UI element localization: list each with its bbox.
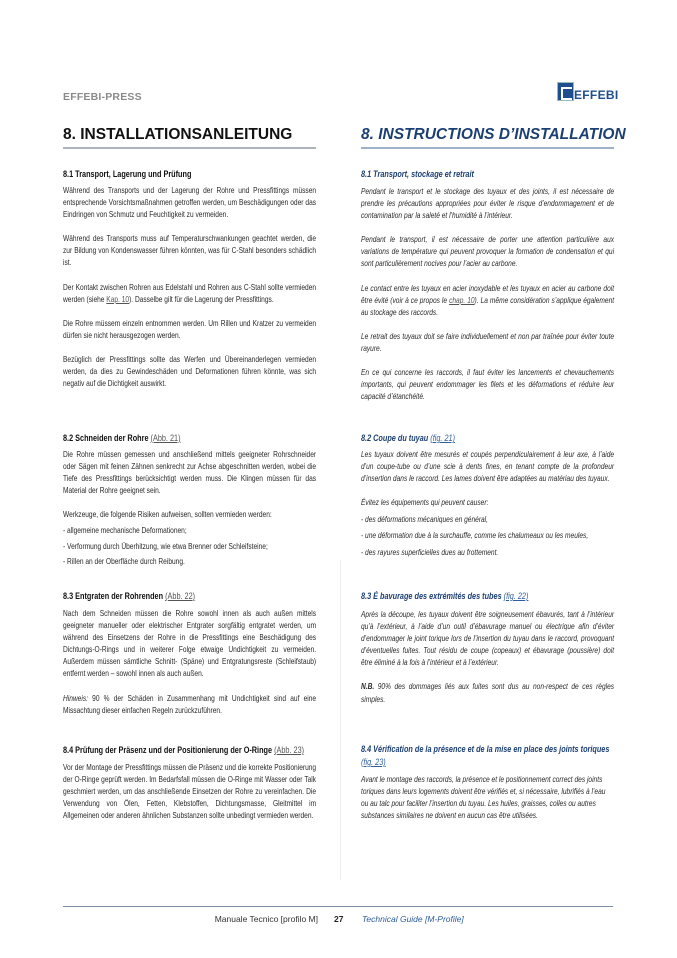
paragraph: En ce qui concerne les raccords, il faut éviter les lancements et chevauchements importants, qui peuvent endommager les filets et les déformations et réduire leur capacité d’étanchéité.: [361, 367, 615, 402]
page-title-de: 8. INSTALLATIONSANLEITUNG: [63, 126, 316, 149]
figure-link[interactable]: (Abb. 23): [274, 745, 305, 756]
section-8-3-de: [63, 590, 316, 716]
heading-text: 8.4 Prüfung der Präsenz und der Positionierung der O-Ringe: [63, 745, 275, 756]
section-8-2-de: [63, 432, 316, 567]
list-item: - une déformation due à la surchauffe, comme les chalumeaux ou les meules,: [361, 530, 589, 541]
paragraph: Le retrait des tuyaux doit se faire individuellement et non par traînée pour éviter toute rayure.: [361, 330, 615, 353]
section-8-3-fr: [361, 590, 614, 705]
section-heading: [63, 744, 316, 757]
section-heading: [361, 590, 614, 603]
paragraph: Die Rohre müssen gemessen und anschließend mittels geeigneter Rohrschneider oder Sägen mit feinen Zähnen senkrecht zur Achse abgeschnitten werden, wobei die Tiefe des Pressfittings berücksichtigt werden muss. Die Klingen müssen für das Material der Rohre geeignet sein.: [63, 449, 317, 496]
section-8-4-de: [63, 744, 316, 821]
text: Le contact entre les tuyaux en acier inoxydable et les tuyaux en acier au carbone doit être évité (voir à ce propos le: [361, 282, 615, 305]
paragraph: Nach dem Schneiden müssen die Rohre sowohl innen als auch außen mittels geeigneter manueller oder elektrischer Entgrater sorgfältig entgratet werden, um während des Einsetzens der Rohre in die Pressfittings eine Beschädigung des Dichtungs-O-Rings und in weiterer Folge etwaige Undichtigkeit zu vermeiden. Außerdem müssen sämtliche Schnitt- (Späne) und Entgratungsreste (Schleifstaub) entfernt werden – sowohl innen als auch außen.: [63, 608, 317, 679]
list-item: - des déformations mécaniques en général,: [361, 514, 488, 525]
column-divider: [340, 560, 341, 880]
footer-right: Technical Guide [M-Profile]: [362, 914, 464, 924]
paragraph: Bezüglich der Pressfittings sollte das Werfen und Übereinanderlegen vermieden werden, da dies zu Gewindeschäden und Deformationen führen könnte, was sich negativ auf die Dichtigkeit auswirkt.: [63, 353, 317, 389]
heading-text: 8.3 Entgraten der Rohrenden: [63, 591, 166, 602]
note-paragraph: [63, 692, 316, 716]
paragraph: Während des Transports und der Lagerung der Rohre und Pressfittings müssen entsprechende Vorsichtsmaßnahmen getroffen werden, um Beschädigungen oder das Eindringen von Schmutz und Feuchtigkeit zu vermeiden.: [63, 185, 317, 220]
section-8-2-fr: [361, 432, 614, 558]
text: 90% des dommages liés aux fuites sont dus au non-respect de ces règles simples.: [361, 681, 615, 704]
section-8-1-de: [63, 168, 316, 389]
heading-text: 8.3 É bavurage des extrémités des tubes: [361, 591, 504, 602]
brand-header: EFFEBI-PRESS: [63, 91, 142, 103]
heading-text: 8.2 Schneiden der Rohre: [63, 433, 151, 444]
list-item: - allgemeine mechanische Deformationen;: [63, 525, 187, 536]
page-title-fr: 8. INSTRUCTIONS D’INSTALLATION: [361, 126, 614, 149]
paragraph: Pendant le transport et le stockage des tuyaux et des joints, il est nécessaire de prendre les précautions appropriées pour éviter le risque d’endommagement et de contamination par la saleté et l’humidité à l’intérieur.: [361, 186, 615, 221]
paragraph: [63, 281, 316, 305]
section-heading: [63, 590, 316, 603]
paragraph: Avant le montage des raccords, la présence et le positionnement correct des joints toriques dans leurs logements doivent être vérifiés et, si nécessaire, lubrifiés à l’eau ou au talc pour faciliter l’insertion du tuyau. Les huiles, graisses, colles ou autres substances similaires ne doivent en aucun cas être utilisées.: [361, 774, 606, 821]
chapter-link[interactable]: Kap. 10: [106, 293, 130, 304]
heading-text: 8.4 Vérification de la présence et de la mise en place des joints toriques: [361, 744, 610, 755]
text: 90 % der Schäden in Zusammenhang mit Undichtigkeit sind auf eine Missachtung dieser einfachen Regeln zurückzuführen.: [63, 692, 317, 715]
figure-link[interactable]: (fig. 21): [430, 433, 456, 444]
figure-link[interactable]: (Abb. 22): [165, 591, 196, 602]
effebi-logo: [557, 82, 618, 101]
paragraph: Évitez les équipements qui peuvent causer:: [361, 497, 489, 508]
note-label: Hinweis:: [63, 692, 88, 703]
note-label: N.B.: [361, 681, 375, 692]
section-heading: 8.1 Transport, Lagerung und Prüfung: [63, 169, 192, 180]
paragraph: [361, 282, 614, 318]
figure-link[interactable]: (fig. 23): [361, 757, 386, 768]
section-heading: [361, 432, 614, 445]
paragraph: Les tuyaux doivent être mesurés et coupés perpendiculairement à leur axe, à l’aide d’un coupe-tube ou d’une scie à dents fines, en tenant compte de la profondeur d’insertion dans le raccord. Les lames doivent être adaptées au matériau des tuyaux.: [361, 449, 615, 484]
text: ). Dasselbe gilt für die Lagerung der Pressfittings.: [129, 293, 274, 304]
list-item: - des rayures superficielles dues au frottement.: [361, 546, 499, 557]
section-8-1-fr: [361, 168, 614, 402]
figure-link[interactable]: (fig. 22): [503, 591, 529, 602]
note-paragraph: [361, 680, 614, 704]
page-number: 27: [334, 914, 344, 924]
heading-text: 8.2 Coupe du tuyau: [361, 433, 431, 444]
section-heading: [63, 432, 316, 445]
chapter-link[interactable]: chap. 10: [449, 294, 475, 305]
paragraph: Werkzeuge, die folgende Risiken aufweisen, sollten vermieden werden:: [63, 509, 272, 520]
logo-text: EFFEBI: [574, 88, 619, 102]
section-8-4-fr: [361, 743, 614, 821]
text: Der Kontakt zwischen Rohren aus Edelstahl und Rohren aus C-Stahl sollte vermieden werden (siehe: [63, 281, 317, 304]
paragraph: Die Rohre müssem einzeln entnommen werden. Um Rillen und Kratzer zu vermeiden dürfen sie nicht herausgezogen werden.: [63, 317, 317, 340]
paragraph: Pendant le transport, il est nécessaire de porter une attention particulière aux variations de température qui peuvent provoquer la formation de condensation et qui sont particulièrement nocives pour l’acier au carbone.: [361, 234, 615, 269]
paragraph: Vor der Montage der Pressfittings müssen die Präsenz und die korrekte Positionierung der O-Ringe geprüft werden. Im Bedarfsfall müssen die O-Ringe mit Wasser oder Talk geschmiert werden, um das anschließende Einsetzen der Rohre zu vereinfachen. Die Verwendung von Ölen, Fetten, Klebstoffen, Dichtungsmasse, Gleitmittel im Allgemeinen oder anderen ähnlichen Substanzen sollte unbedingt vermieden werden.: [63, 762, 317, 821]
list-item: - Verformung durch Überhitzung, wie etwa Brenner oder Schleifsteine;: [63, 540, 268, 551]
paragraph: Après la découpe, les tuyaux doivent être soigneusement ébavurés, tant à l’intérieur qu’à l’extérieur, à l’aide d’un outil d’ébavurage manuel ou électrique afin d’éviter d’endommager le joint torique lors de l’insertion du tuyau dans le raccord, provoquant d’éventuelles fuites. Tout résidu de coupe (copeaux) et ébavurage (poussière) doit être éliminé à la fois à l’intérieur et à l’extérieur.: [361, 609, 615, 668]
section-heading: 8.1 Transport, stockage et retrait: [361, 169, 474, 180]
logo-icon: [557, 82, 574, 101]
text: ). La même considération s’applique également au stockage des raccords.: [361, 294, 615, 317]
footer-divider: [63, 906, 613, 907]
footer-left: Manuale Tecnico [profilo M]: [214, 914, 318, 924]
section-heading: [361, 743, 614, 769]
paragraph: Während des Transports muss auf Temperaturschwankungen geachtet werden, die zur Bildung von Kondenswasser führen könnten, was für C-Stahl besonders schädlich ist.: [63, 233, 317, 268]
list-item: - Rillen an der Oberfläche durch Reibung.: [63, 555, 185, 566]
figure-link[interactable]: (Abb. 21): [150, 433, 181, 444]
